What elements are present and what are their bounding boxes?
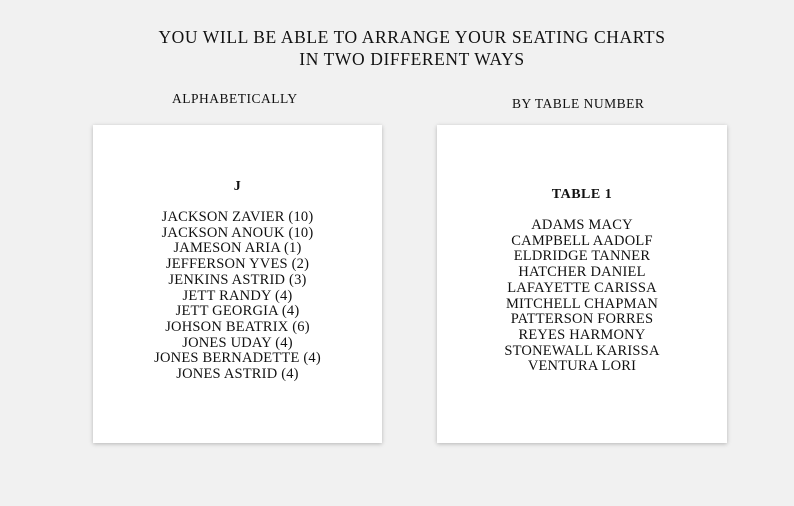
alphabetical-label: ALPHABETICALLY [172,91,298,106]
guest-name: ADAMS MACY [531,217,633,233]
table-card [437,125,727,443]
letter-heading: J [233,179,242,194]
by-table-label: BY TABLE NUMBER [512,96,645,111]
guest-name: CAMPBELL AADOLF [511,232,653,249]
table-heading: TABLE 1 [551,187,613,202]
alphabetical-card [93,125,382,443]
guest-name: JACKSON ANOUK (10) [161,224,314,241]
alphabetical-name-list [93,210,382,383]
guest-name: JONES BERNADETTE (4) [154,350,321,367]
guest-name: REYES HARMONY [518,326,646,343]
guest-name: JENKINS ASTRID (3) [168,271,307,288]
guest-name: JETT GEORGIA (4) [175,303,300,320]
headline-line-2: IN TWO DIFFERENT WAYS [299,49,525,69]
guest-name: JEFFERSON YVES (2) [165,256,310,273]
guest-name: LAFAYETTE CARISSA [507,279,657,296]
guest-name: JETT RANDY (4) [182,287,293,304]
guest-name: STONEWALL KARISSA [504,342,660,359]
guest-name: JONES UDAY (4) [182,334,293,351]
guest-name: HATCHER DANIEL [518,264,646,281]
guest-name: JOHSON BEATRIX (6) [165,318,310,335]
guest-name: JACKSON ZAVIER (10) [161,209,314,225]
page-headline [0,26,794,70]
guest-name: MITCHELL CHAPMAN [505,295,659,312]
guest-name: VENTURA LORI [527,358,637,375]
guest-name: PATTERSON FORRES [510,311,654,328]
guest-name: JONES ASTRID (4) [176,366,299,383]
headline-line-1: YOU WILL BE ABLE TO ARRANGE YOUR SEATING CHARTS [158,27,666,47]
table-name-list [437,218,727,375]
guest-name: ELDRIDGE TANNER [513,248,651,265]
guest-name: JAMESON ARIA (1) [173,240,302,257]
